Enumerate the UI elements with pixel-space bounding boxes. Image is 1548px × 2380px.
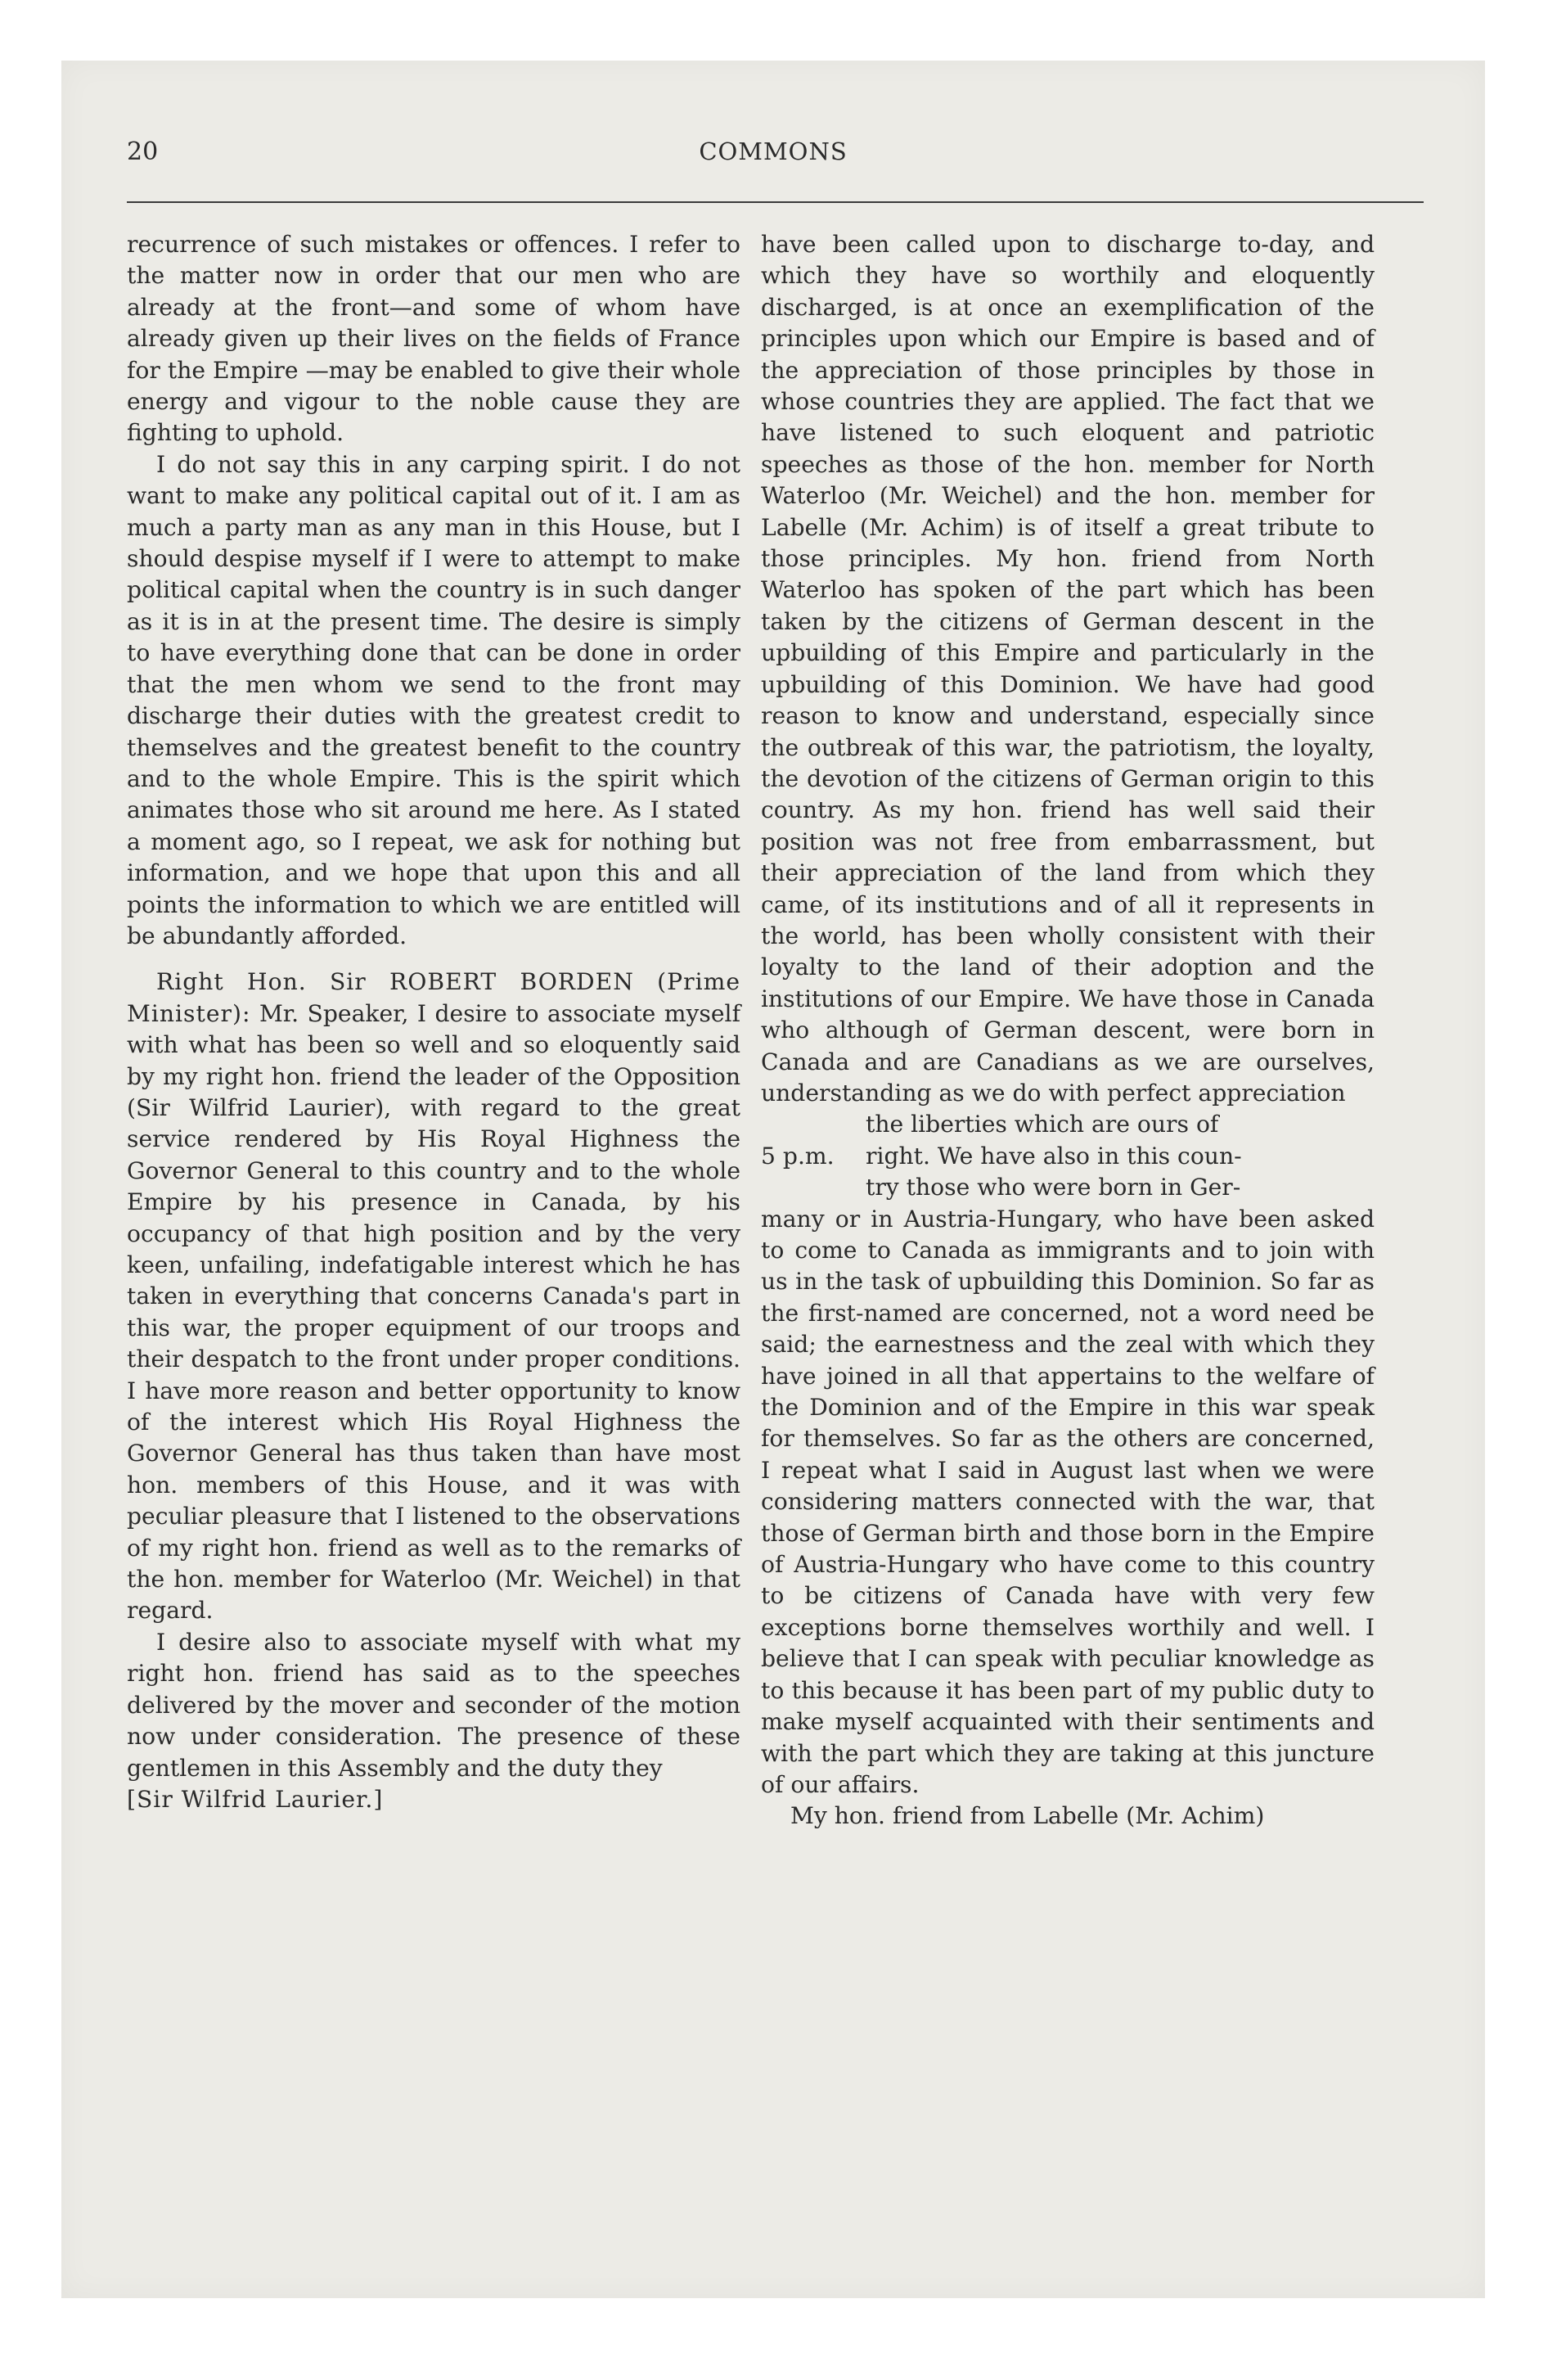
paragraph: I desire also to associate myself with what my right hon. friend has said as to the speeches delivered by the mover and seconder of the motion now under consideration. The presence of these gentlemen in this Assembly and the duty they — [127, 1628, 740, 1782]
left-column — [127, 229, 740, 1815]
paragraph: My hon. friend from Labelle (Mr. Achim) — [790, 1802, 1265, 1830]
paragraph: many or in Austria-Hungary, who have been asked to come to Canada as immigrants and to join with us in the task of upbuilding this Dominion. So far as the first-named are concerned, not a word need be said; the earnestness and the zeal with which they have joined in all that appertains to the welfare of the Dominion and of the Empire in this war speak for themselves. So far as the others are concerned, I repeat what I said in August last when we were considering matters connected with the war, that those of German birth and those born in the Empire of Austria-Hungary who have come to this country to be citizens of Canada have with very few exceptions borne themselves worthily and well. I believe that I can speak with peculiar knowledge as to this because it has been part of my public duty to make myself acquainted with their sentiments and with the part which they are taking at this juncture of our affairs. — [761, 1205, 1375, 1798]
right-column — [761, 229, 1375, 1832]
speech-paragraph — [127, 967, 740, 1627]
speaker-name: Right Hon. Sir ROBERT BORDEN (Prime Minister): — [127, 968, 740, 1027]
paragraph: have been called upon to discharge to-day, and which they have so worthily and eloquently discharged, is at once an exemplification of the principles upon which our Empire is based and of the appreciation of those principles by those in whose countries they are applied. The fact that we have listened to such eloquent and patriotic speeches as those of the hon. member for North Waterloo (Mr. Weichel) and the hon. member for Labelle (Mr. Achim) is of itself a great tribute to those principles. My hon. friend from North Waterloo has spoken of the part which has been taken by the citizens of German descent in the upbuilding of this Empire and particularly in the upbuilding of this Dominion. We have had good reason to know and understand, especially since the outbreak of this war, the patriotism, the loyalty, the devotion of the citizens of German origin to this country. As my hon. friend has well said their position was not free from embarrassment, but their appreciation of the land from which they came, of its institutions and of all it represents in the world, has been wholly consistent with their loyalty to the land of their adoption and the institutions of our Empire. We have those in Canada who although of German descent, were born in Canada and are Canadians as we are ourselves, understanding as we do with perfect appreciation — [761, 231, 1375, 1107]
running-head: COMMONS — [699, 137, 848, 165]
inset-line: try those who were born in Ger- — [866, 1174, 1241, 1201]
page-number: 20 — [127, 137, 159, 166]
scanned-page — [61, 61, 1485, 2298]
paragraph: recurrence of such mistakes or offences. I refer to the matter now in order that our men who are already at the front—and some of whom have already given up their lives on the fields of France for the Empire —may be enabled to give their whole energy and vigour to the noble cause they are fighting to uphold. — [127, 231, 740, 447]
inset-line: right. We have also in this coun- — [866, 1142, 1242, 1170]
speech-text: Mr. Speaker, I desire to associate myself with what has been so well and so eloquently said by my right hon. friend the leader of the Opposition (Sir Wilfrid Laurier), with regard to the great service rendered by His Royal Highness the Governor General to this country and to the whole Empire by his presence in Canada, by his occupancy of that high position and by the very keen, unfailing, indefatigable interest which he has taken in everything that concerns Canada's part in this war, the proper equipment of our troops and their despatch to the front under proper conditions. I have more reason and better opportunity to know of the interest which His Royal Highness the Governor General has thus taken than have most hon. members of this House, and it was with peculiar pleasure that I listened to the observations of my right hon. friend as well as to the remarks of the hon. member for Waterloo (Mr. Weichel) in that regard. — [127, 999, 740, 1625]
inset-line: the liberties which are ours of — [866, 1111, 1219, 1138]
header-rule — [127, 201, 1424, 203]
margin-note: [Sir Wilfrid Laurier.] — [127, 1785, 384, 1813]
paragraph-gap — [127, 952, 740, 967]
time-marker-row — [761, 1141, 1375, 1172]
time-marker: 5 p.m. — [761, 1142, 835, 1170]
page-header — [61, 137, 1485, 178]
paragraph: I do not say this in any carping spirit. I do not want to make any political capital out of it. I am as much a party man as any man in this House, but I should despise myself if I were to attempt to make political capital when the country is in such danger as it is in at the present time. The desire is simply to have everything done that can be done in order that the men whom we send to the front may discharge their duties with the greatest credit to themselves and the greatest benefit to the country and to the whole Empire. This is the spirit which animates those who sit around me here. As I stated a moment ago, so I repeat, we ask for nothing but information, and we hope that upon this and all points the information to which we are entitled will be abundantly afforded. — [127, 450, 740, 949]
